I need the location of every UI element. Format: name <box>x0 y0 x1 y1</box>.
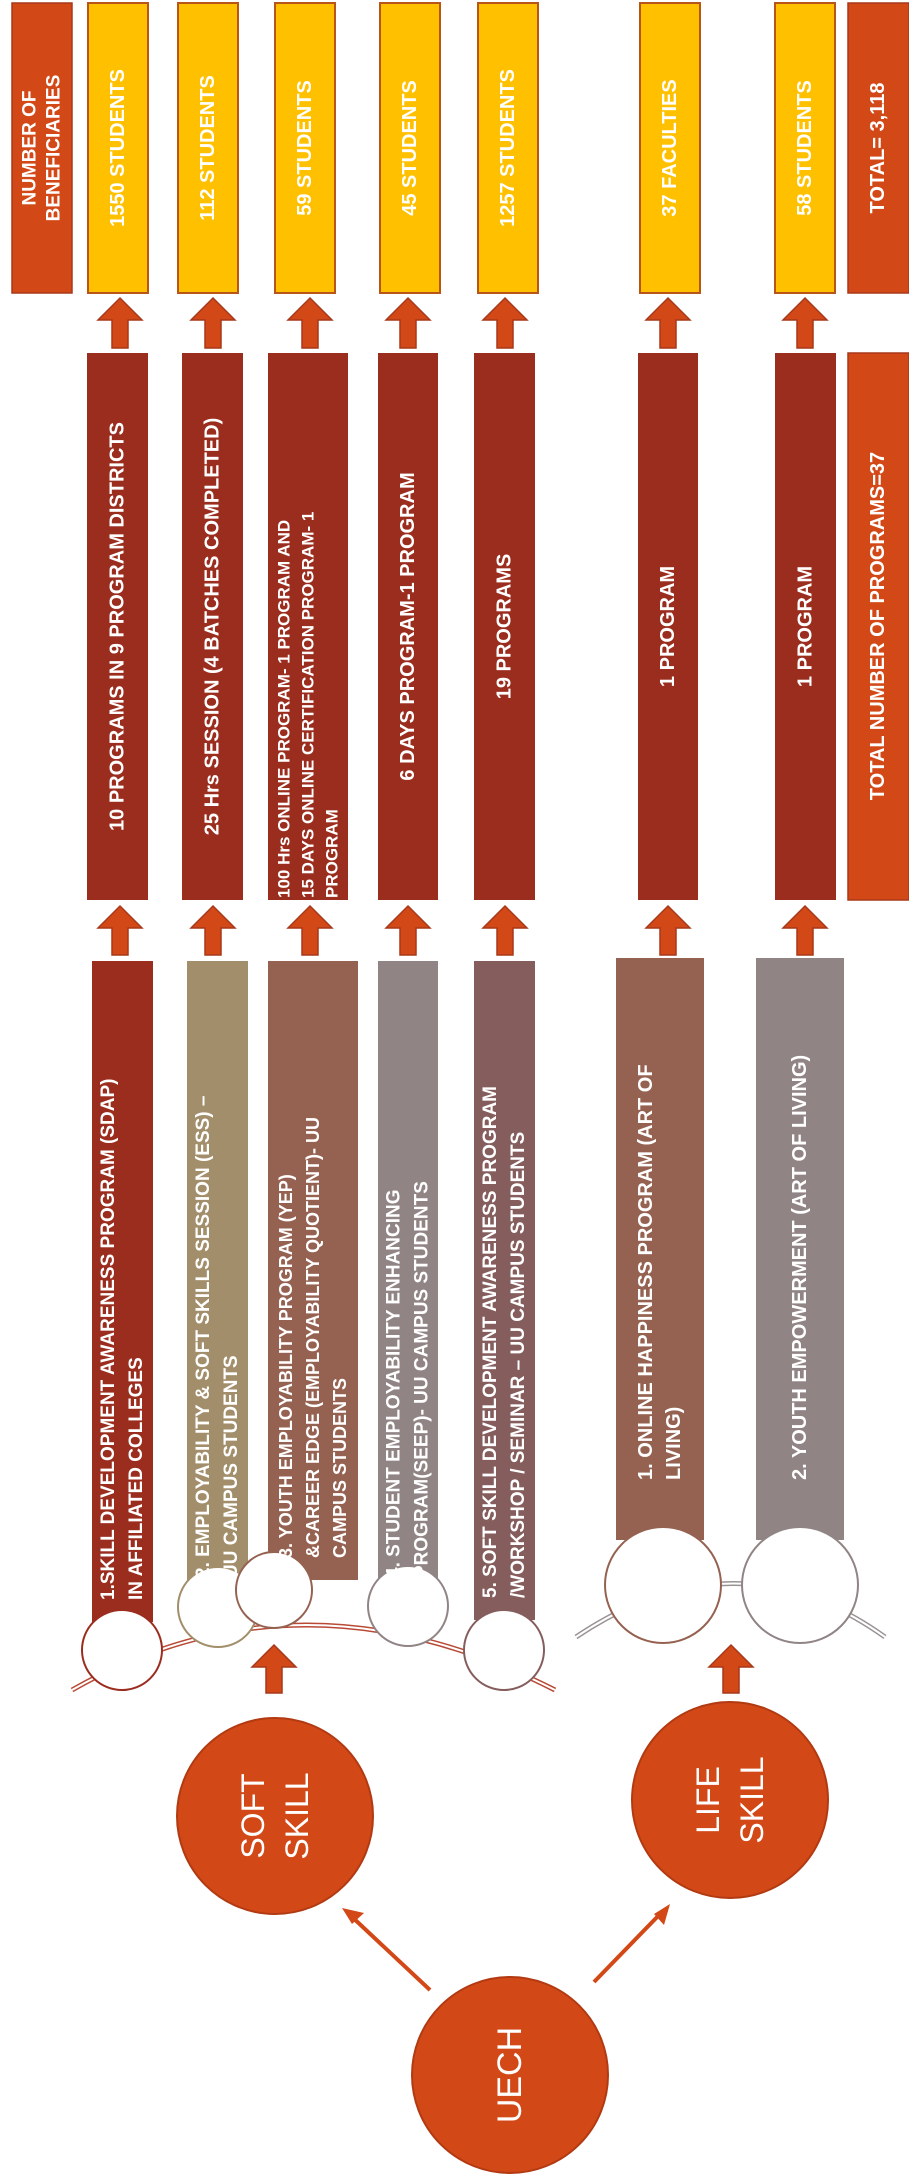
program-6-detail <box>657 566 679 687</box>
program-1-detail <box>107 422 129 831</box>
program-7-arrow-detail <box>783 906 827 955</box>
program-2-beneficiaries <box>197 75 219 221</box>
program-5-arrow-detail <box>483 906 527 955</box>
program-3-detail-line: 15 DAYS ONLINE CERTIFICATION PROGRAM- 1 <box>298 511 318 898</box>
program-3-detail-line: 100 Hrs ONLINE PROGRAM- 1 PROGRAM AND <box>274 519 294 898</box>
total-beneficiaries <box>867 83 889 214</box>
program-5-beneficiaries <box>497 69 519 227</box>
program-3-beneficiaries-line: 59 STUDENTS <box>294 80 316 216</box>
program-6-arrow-detail <box>646 906 690 955</box>
program-3-arrow-beneficiaries <box>288 298 332 348</box>
program-4-circle <box>368 1566 448 1646</box>
program-7-detail <box>795 566 817 687</box>
program-6-name-line: 1. ONLINE HAPPINESS PROGRAM (ART OF <box>635 1064 657 1480</box>
branch-arrow-soft <box>252 1645 296 1693</box>
program-7-circle <box>742 1527 858 1643</box>
program-1-name-line: IN AFFILIATED COLLEGES <box>126 1357 147 1600</box>
hub-label-line: UECH <box>491 2026 529 2124</box>
branch-label-soft-line: SKILL <box>279 1772 315 1860</box>
program-7-beneficiaries <box>794 80 816 216</box>
program-2-name-line: 2. EMPLOYABILITY & SOFT SKILLS SESSION (ESS) – <box>193 1095 214 1578</box>
program-5-detail-line: 19 PROGRAMS <box>493 553 516 700</box>
program-5-name-line: 5. SOFT SKILL DEVELOPMENT AWARENESS PROGRAM <box>480 1086 501 1598</box>
branch-arrow-life <box>709 1645 753 1693</box>
program-1-name-line: 1.SKILL DEVELOPMENT AWARENESS PROGRAM (SDAP) <box>98 1078 119 1600</box>
program-1-beneficiaries <box>107 69 129 227</box>
branch-circle-soft <box>177 1718 373 1914</box>
program-2-detail <box>202 418 224 835</box>
program-3-circle <box>236 1552 312 1628</box>
connector-line <box>350 1915 430 1990</box>
program-7-beneficiaries-line: 58 STUDENTS <box>794 80 816 216</box>
program-6-circle <box>605 1527 721 1643</box>
arrow-head <box>654 1904 670 1925</box>
program-4-beneficiaries <box>399 80 421 216</box>
program-6-detail-line: 1 PROGRAM <box>657 565 679 688</box>
program-1-beneficiaries-line: 1550 STUDENTS <box>107 69 129 227</box>
program-3-name-line: &CAREER EDGE (EMPLOYABILITY QUOTIENT)- UU <box>303 1116 323 1558</box>
program-1-arrow-beneficiaries <box>98 298 142 348</box>
program-3-name-line: CAMPUS STUDENTS <box>330 1377 350 1558</box>
program-3-beneficiaries <box>294 80 316 216</box>
program-4-detail <box>397 472 419 780</box>
program-4-name-line: 4. STUDENT EMPLOYABILITY ENHANCING <box>383 1189 405 1578</box>
program-5-arrow-beneficiaries <box>483 298 527 348</box>
program-5-circle <box>464 1610 544 1690</box>
program-2-arrow-beneficiaries <box>191 298 235 348</box>
program-6-name-box <box>616 958 704 1540</box>
program-5-beneficiaries-line: 1257 STUDENTS <box>497 69 519 227</box>
program-5-detail <box>494 554 516 700</box>
program-7-name-line: 2. YOUTH EMPOWERMENT (ART OF LIVING) <box>789 1054 811 1480</box>
program-4-beneficiaries-line: 45 STUDENTS <box>399 80 421 216</box>
program-3-arrow-detail <box>288 906 332 955</box>
program-6-beneficiaries <box>659 79 681 216</box>
program-2-beneficiaries-line: 112 STUDENTS <box>197 75 219 221</box>
arrow-head <box>342 1908 364 1924</box>
program-1-detail-line: 10 PROGRAMS IN 9 PROGRAM DISTRICTS <box>106 422 129 831</box>
program-2-arrow-detail <box>191 906 235 955</box>
program-2-name-line: UU CAMPUS STUDENTS <box>221 1355 242 1578</box>
branch-label-life-line: SKILL <box>734 1756 770 1844</box>
branch-circle-life <box>632 1702 828 1898</box>
program-6-name-line: LIVING) <box>663 1406 685 1480</box>
program-7-name <box>789 1055 811 1480</box>
program-3-name-line: 3. YOUTH EMPLOYABILITY PROGRAM (YEP) <box>276 1174 296 1558</box>
branch-label-life-line: LIFE <box>690 1766 726 1834</box>
program-4-arrow-beneficiaries <box>386 298 430 348</box>
beneficiaries-header-line: NUMBER OF <box>19 90 41 206</box>
branch-label-soft-line: SOFT <box>235 1773 271 1859</box>
program-7-arrow-beneficiaries <box>783 298 827 348</box>
program-6-arrow-beneficiaries <box>646 298 690 348</box>
program-4-arrow-detail <box>386 906 430 955</box>
total-beneficiaries-line: TOTAL= 3,118 <box>867 82 889 214</box>
program-4-name-line: PROGRAM(SEEP)- UU CAMPUS STUDENTS <box>411 1181 433 1578</box>
hub-label <box>491 2027 529 2123</box>
program-4-detail-line: 6 DAYS PROGRAM-1 PROGRAM <box>397 472 419 781</box>
connector-line <box>594 1912 662 1982</box>
program-5-name-line: /WORKSHOP / SEMINAR – UU CAMPUS STUDENTS <box>508 1131 529 1598</box>
total-programs-line: TOTAL NUMBER OF PROGRAMS=37 <box>867 451 889 801</box>
program-1-arrow-detail <box>98 906 142 955</box>
program-6-beneficiaries-line: 37 FACULTIES <box>659 79 681 217</box>
program-2-detail-line: 25 Hrs SESSION (4 BATCHES COMPLETED) <box>201 417 224 836</box>
total-programs <box>867 452 889 800</box>
program-7-detail-line: 1 PROGRAM <box>794 565 817 688</box>
program-1-circle <box>82 1610 162 1690</box>
beneficiaries-header-line: BENEFICIARIES <box>43 74 65 222</box>
program-3-detail-line: PROGRAM <box>322 809 342 898</box>
